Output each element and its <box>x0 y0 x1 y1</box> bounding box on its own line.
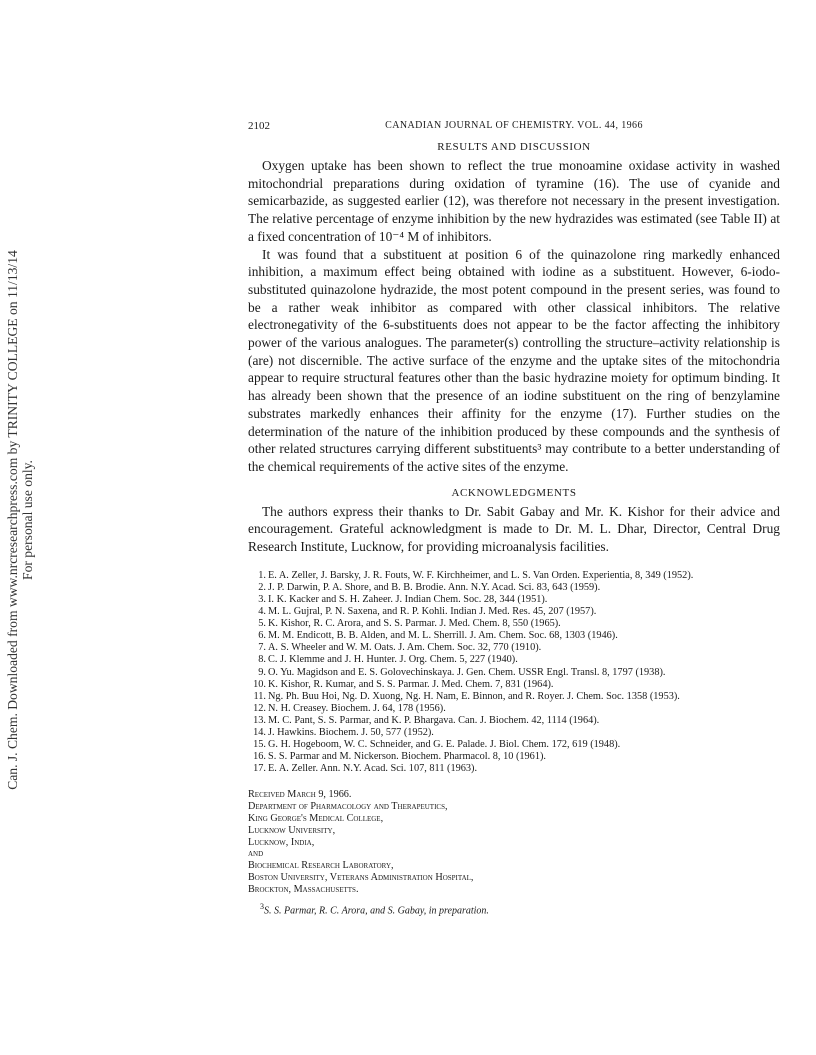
reference-text: M. C. Pant, S. S. Parmar, and K. P. Bhargava. Can. J. Biochem. 42, 1114 (1964). <box>268 714 600 726</box>
address-line: Lucknow, India, <box>248 836 315 848</box>
reference-item <box>248 630 780 642</box>
results-heading: RESULTS AND DISCUSSION <box>437 141 591 153</box>
reference-number: 3. <box>258 593 266 605</box>
address-line: King George's Medical College, <box>248 812 384 824</box>
reference-number: 5. <box>258 618 266 630</box>
reference-item <box>248 691 780 703</box>
acknowledgments-paragraph: The authors express their thanks to Dr. Sabit Gabay and Mr. K. Kishor for their advice and encouragement. Grateful acknowledgment is made to Dr. M. L. Dhar, Director, Central Drug Research Institute, Lucknow, for providing microanalysis facilities. <box>248 503 780 555</box>
address-line: Department of Pharmacology and Therapeutics, <box>248 801 448 813</box>
reference-text: M. M. Endicott, B. B. Alden, and M. L. Sherrill. J. Am. Chem. Soc. 68, 1303 (1946). <box>268 630 618 642</box>
watermark-line-1: Can. J. Chem. Downloaded from www.nrcresearchpress.com by TRINITY COLLEGE on 11/13/14 <box>5 250 20 790</box>
address-line: Biochemical Research Laboratory, <box>248 860 394 872</box>
address-line: Brockton, Massachusetts. <box>248 883 359 895</box>
reference-text: O. Yu. Magidson and E. S. Golovechinskaya. J. Gen. Chem. USSR Engl. Transl. 8, 1797 (1938). <box>268 666 666 678</box>
reference-text: I. K. Kacker and S. H. Zaheer. J. Indian Chem. Soc. 28, 344 (1951). <box>268 593 548 605</box>
journal-title: CANADIAN JOURNAL OF CHEMISTRY. VOL. 44, 1966 <box>385 120 643 131</box>
reference-item <box>248 739 780 751</box>
reference-text: M. L. Gujral, P. N. Saxena, and R. P. Kohli. Indian J. Med. Res. 45, 207 (1957). <box>268 606 597 618</box>
reference-item <box>248 654 780 666</box>
reference-item <box>248 715 780 727</box>
acknowledgments-heading: ACKNOWLEDGMENTS <box>451 486 577 499</box>
reference-list <box>248 570 780 776</box>
reference-text: J. Hawkins. Biochem. J. 50, 577 (1952). <box>268 726 434 738</box>
page-number: 2102 <box>248 120 270 132</box>
reference-item <box>248 703 780 715</box>
reference-item <box>248 606 780 618</box>
received-date: Received March 9, 1966. <box>248 789 352 801</box>
reference-text: Ng. Ph. Buu Hoi, Ng. D. Xuong, Ng. H. Nam, E. Binnon, and R. Royer. J. Chem. Soc. 1358 (1953). <box>268 690 680 702</box>
reference-text: E. A. Zeller. Ann. N.Y. Acad. Sci. 107, 811 (1963). <box>268 763 478 775</box>
reference-number: 12. <box>253 702 266 714</box>
reference-number: 11. <box>253 690 266 702</box>
address-line: Boston University, Veterans Administration Hospital, <box>248 871 474 883</box>
reference-item <box>248 642 780 654</box>
reference-item <box>248 679 780 691</box>
reference-item <box>248 594 780 606</box>
reference-number: 2. <box>258 581 266 593</box>
reference-item <box>248 751 780 763</box>
reference-text: K. Kishor, R. Kumar, and S. S. Parmar. J. Med. Chem. 7, 831 (1964). <box>268 678 554 690</box>
reference-number: 4. <box>258 606 266 618</box>
reference-number: 8. <box>258 654 266 666</box>
reference-text: N. H. Creasey. Biochem. J. 64, 178 (1956). <box>268 702 446 714</box>
reference-number: 14. <box>253 726 266 738</box>
author-address <box>248 789 780 895</box>
reference-number: 6. <box>258 630 266 642</box>
watermark-text <box>5 250 35 790</box>
watermark-line-2: For personal use only. <box>20 460 35 580</box>
footnote-marker: 3 <box>260 901 264 911</box>
reference-item <box>248 727 780 739</box>
address-line: Lucknow University, <box>248 824 336 836</box>
address-line: and <box>248 848 264 860</box>
reference-number: 17. <box>253 763 266 775</box>
reference-text: J. P. Darwin, P. A. Shore, and B. B. Brodie. Ann. N.Y. Acad. Sci. 83, 643 (1959). <box>268 581 601 593</box>
download-watermark <box>0 0 40 1055</box>
reference-item <box>248 582 780 594</box>
results-paragraph-1: Oxygen uptake has been shown to reflect the true monoamine oxidase activity in washed mitochondrial preparations during oxidation of tyramine (16). The use of cyanide and semicarbazide, as suggested earlier (12), was therefore not necessary in the present investigation. The relative percentage of enzyme inhibition by the new hydrazides was estimated (see Table II) at a fixed concentration of 10⁻⁴ M of inhibitors. <box>248 158 780 244</box>
page-content <box>248 112 780 916</box>
reference-number: 7. <box>258 642 266 654</box>
reference-number: 10. <box>253 678 266 690</box>
reference-item <box>248 667 780 679</box>
footnote <box>248 902 780 916</box>
reference-number: 15. <box>253 739 266 751</box>
reference-number: 16. <box>253 751 266 763</box>
results-paragraph-2: It was found that a substituent at position 6 of the quinazolone ring markedly enhanced inhibition, a maximum effect being obtained with iodine as a substituent. However, 6-iodo-substituted quinazolone hydrazide, the most potent compound in the present series, was found to be a rather weak inhibitor as compared with other classical inhibitors. The relative electronegativity of the 6-substituents does not appear to be the factor affecting the inhibitory power of the various analogues. The parameter(s) controlling the structure–activity relationship is (are) not discernible. The active surface of the enzyme and the uptake sites of the mitochondria appear to require structural features other than the basic hydrazine moiety for optimum binding. It has already been shown that the presence of an iodine substituent on the ring of benzylamine substrates markedly enhances their affinity for the enzyme (17). Further studies on the determination of the nature of the inhibition produced by these compounds and the synthesis of other related structures carrying different substituents³ may contribute to a better understanding of the chemical requirements of the active sites of the enzyme. <box>248 246 780 474</box>
running-head <box>248 120 780 134</box>
reference-text: C. J. Klemme and J. H. Hunter. J. Org. Chem. 5, 227 (1940). <box>268 654 518 666</box>
reference-text: E. A. Zeller, J. Barsky, J. R. Fouts, W. F. Kirchheimer, and L. S. Van Orden. Experientia, 8, 349 (1952). <box>268 569 694 581</box>
reference-item <box>248 763 780 775</box>
footnote-text: S. S. Parmar, R. C. Arora, and S. Gabay, in preparation. <box>264 904 489 916</box>
reference-text: A. S. Wheeler and W. M. Oats. J. Am. Chem. Soc. 32, 770 (1910). <box>268 642 542 654</box>
reference-text: K. Kishor, R. C. Arora, and S. S. Parmar. J. Med. Chem. 8, 550 (1965). <box>268 618 561 630</box>
reference-number: 9. <box>258 666 266 678</box>
reference-text: S. S. Parmar and M. Nickerson. Biochem. Pharmacol. 8, 10 (1961). <box>268 751 546 763</box>
reference-number: 13. <box>253 714 266 726</box>
reference-number: 1. <box>258 569 266 581</box>
reference-text: G. H. Hogeboom, W. C. Schneider, and G. E. Palade. J. Biol. Chem. 172, 619 (1948). <box>268 739 621 751</box>
reference-item <box>248 618 780 630</box>
reference-item <box>248 570 780 582</box>
